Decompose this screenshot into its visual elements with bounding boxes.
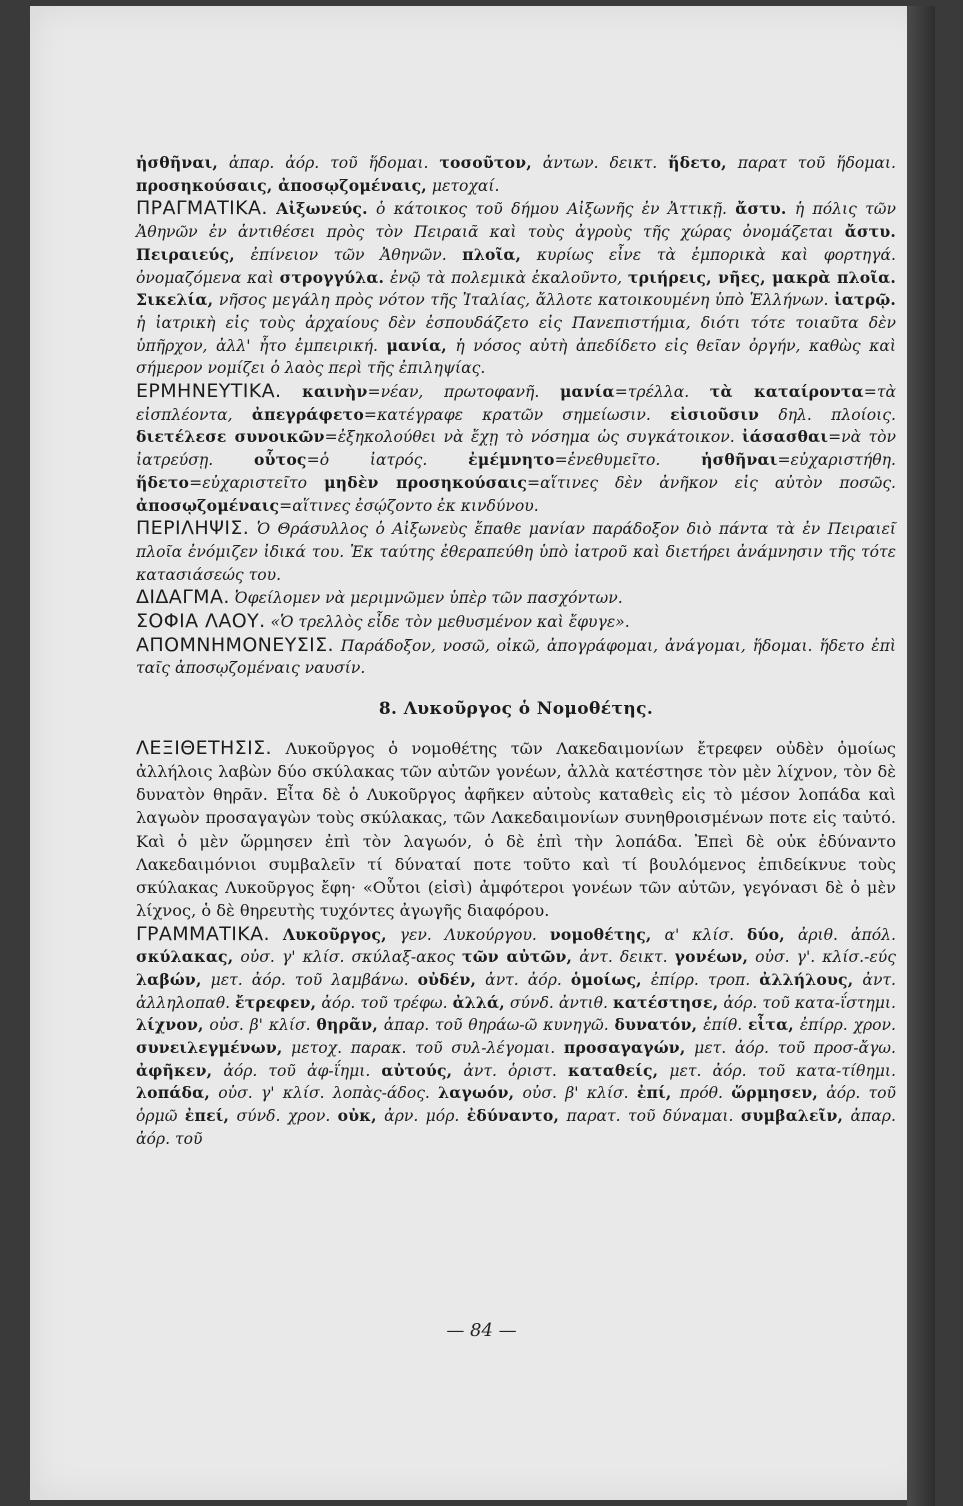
term: γονέων, bbox=[674, 947, 749, 967]
gloss: ἀόρ. τοῦ ὁρμῶ bbox=[136, 1084, 897, 1126]
paragraph-perilipsis bbox=[136, 517, 896, 586]
gloss: =ἐξηκολούθει νὰ ἔχῃ τὸ νόσημα ὡς συγκάτοικον. bbox=[324, 428, 735, 447]
section-text: Λυκοῦργος ὁ νομοθέτης τῶν Λακεδαιμονίων ἔτρεφεν οὐδὲν ὁμοίως ἀλλήλοις λαβὼν δύο σκύλακας τῶν αὐτῶν γονέων, ἀλλὰ κατέστησε τὸν μὲν λίχνον, τὸν δὲ δυνατὸν θηρᾶν. Εἶτα δὲ ὁ Λυκοῦργος ἀφῆκεν αὐτοὺς καταθεὶς εἰς τὸ μέσον λοπάδα καὶ λαγωὸν προσαγαγὼν τοὺς σκύλακας, τῶν Λακεδαιμονίων συνηθροισμένων ποτε εἰς ταὐτό. Καὶ ὁ μὲν ὥρμησεν ἐπὶ τὸν λαγωόν, ὁ δὲ ἐπὶ τὴν λοπάδα. Ἐπεὶ δὲ οὐκ ἐδύναντο Λακεδαιμόνιοι συμβαλεῖν τί δύναταί ποτε τοῦτο καὶ τί βουλόμενος ἐπιδείκνυε τοὺς σκύλακας Λυκοῦργος ἔφη· «Οὗτοι (εἰσὶ) ἀμφότεροι γονέων τῶν αὐτῶν, γεγόνασι δὲ ὁ μὲν λίχνος, ὁ δὲ θηρευτὴς τυχόντες ἀγωγῆς διαφόρου. bbox=[136, 738, 896, 921]
term: δυνατόν, bbox=[614, 1015, 698, 1035]
gloss: ὁ κάτοικος τοῦ δήμου Αἰξωνῆς ἐν Ἀττικῇ. bbox=[376, 200, 727, 219]
term: σκύλακας, bbox=[136, 947, 234, 967]
gloss: ἀντ. ὁριστ. bbox=[463, 1061, 557, 1080]
term: μανία bbox=[559, 382, 615, 402]
gloss: οὐσ. β' κλίσ. bbox=[209, 1016, 311, 1035]
gloss: οὐσ. γ' κλίσ. σκύλαξ-ακος bbox=[240, 948, 455, 967]
term: ἥδετο, bbox=[668, 153, 727, 172]
term: ἀφῆκεν, bbox=[136, 1060, 213, 1080]
term: ὥρμησεν, bbox=[731, 1083, 818, 1103]
paragraph-didagma bbox=[136, 586, 896, 610]
term: πλοῖα, bbox=[462, 244, 522, 264]
page-text bbox=[136, 152, 896, 1151]
term: τὰ καταίροντα bbox=[709, 382, 864, 402]
term: λαγωόν, bbox=[438, 1083, 515, 1103]
term: ἐδύναντο, bbox=[466, 1106, 560, 1126]
gloss: μετ. ἀόρ. τοῦ προσ-ἄγω. bbox=[694, 1039, 896, 1058]
gloss: =ὁ ἰατρός. bbox=[306, 451, 428, 470]
paragraph-ermineutika bbox=[136, 380, 896, 517]
gloss: ἀόρ. τοῦ τρέφω. bbox=[321, 993, 448, 1012]
term: λαβών, bbox=[136, 969, 202, 989]
gloss: γεν. Λυκούργου. bbox=[399, 925, 537, 944]
gloss: ἡ νόσος αὐτὴ ἀπεδίδετο εἰς θεῖαν ὀργήν, καθὼς καὶ σήμερον νομίζει ὁ λαὸς περὶ τῆς ἐπιληψίας. bbox=[136, 336, 896, 378]
term: ἄστυ. bbox=[844, 222, 896, 242]
gloss: =εὐχαριστήθη. bbox=[777, 451, 896, 470]
gloss: οὐσ. γ' κλίσ. λοπὰς-άδος. bbox=[218, 1084, 430, 1103]
paragraph-sofia-laou bbox=[136, 610, 896, 634]
page-edge bbox=[907, 6, 935, 1506]
gloss: ἀντ. ἀόρ. bbox=[485, 970, 562, 989]
gloss: ἀόρ. τοῦ ἀφ-ΐημι. bbox=[223, 1061, 371, 1080]
gloss: ἐνῷ τὰ πολεμικὰ ἐκαλοῦντο, bbox=[389, 268, 623, 287]
gloss: ἐπίρρ. τροπ. bbox=[650, 970, 751, 989]
gloss: παρατ. τοῦ δύναμαι. bbox=[566, 1107, 734, 1126]
term: Πειραιεύς, bbox=[136, 244, 235, 264]
gloss: πρόθ. bbox=[679, 1084, 723, 1103]
gloss: ἀντ. ἀλληλοπαθ. bbox=[136, 970, 897, 1012]
paragraph-ergasia-end bbox=[136, 152, 896, 197]
term: Σικελία, bbox=[136, 290, 214, 310]
term: ἀπεγράφετο bbox=[251, 404, 364, 424]
gloss: ἀόρ. τοῦ κατα-ΐστημι. bbox=[723, 993, 896, 1012]
section-heading: ΓΡΑΜΜΑΤΙΚΑ. bbox=[136, 922, 270, 945]
term: οὗτος bbox=[254, 450, 307, 470]
gloss: =αἵτινες ἐσῴζοντο ἐκ κινδύνου. bbox=[279, 496, 539, 515]
term: διετέλεσε συνοικῶν bbox=[136, 427, 325, 447]
gloss: ἡ πόλις τῶν Ἀθηνῶν ἐν ἀντιθέσει πρὸς τὸν Πειραιᾶ καὶ τοὺς ἀγροὺς τῆς χώρας ὀνομάζεται bbox=[136, 200, 896, 242]
gloss: σύνδ. ἀντιθ. bbox=[509, 993, 608, 1012]
term: ἡσθῆναι, bbox=[136, 153, 218, 172]
term: αὐτούς, bbox=[381, 1060, 453, 1080]
section-heading: ΛΕΞΙΘΕΤΗΣΙΣ. bbox=[136, 736, 272, 759]
term: τῶν αὐτῶν, bbox=[462, 947, 573, 967]
term: νομοθέτης, bbox=[549, 924, 652, 944]
gloss: μετ. ἀόρ. τοῦ λαμβάνω. bbox=[210, 970, 409, 989]
term: ἀλλήλους, bbox=[759, 969, 854, 989]
gloss: μετ. ἀόρ. τοῦ κατα-τίθημι. bbox=[669, 1061, 896, 1080]
gloss: =τὰ εἰσπλέοντα, bbox=[136, 383, 896, 424]
section-text: Ὁ Θράσυλλος ὁ Αἰξωνεὺς ἔπαθε μανίαν παράδοξον διὸ πάντα τὰ ἐν Πειραιεῖ πλοῖα ἐνόμιζεν ἰδικά του. Ἐκ ταύτης ἐθεραπεύθη ὑπὸ ἰατροῦ καὶ διετήρει ἀνάμνησιν τῆς τότε κατασιάσεώς του. bbox=[136, 520, 896, 584]
gloss: μετοχ. παρακ. τοῦ συλ-λέγομαι. bbox=[291, 1039, 556, 1058]
gloss: ἀπαρ. ἀόρ. τοῦ bbox=[136, 1107, 896, 1148]
term: ἐπεί, bbox=[184, 1106, 230, 1126]
gloss: =αἵτινες δὲν ἀνῆκον εἰς αὐτὸν ποσῶς. bbox=[527, 473, 897, 492]
gloss: ἐπίρρ. χρον. bbox=[799, 1016, 896, 1035]
gloss: οὐσ. γ'. κλίσ.-εύς bbox=[755, 948, 896, 967]
gloss: =ἐνεθυμεῖτο. bbox=[554, 451, 661, 470]
gloss: ἐπίνειον τῶν Ἀθηνῶν. bbox=[250, 245, 447, 264]
gloss: κυρίως εἶνε τὰ ἐμπορικὰ καὶ φορτηγά. ὀνομαζόμενα καὶ bbox=[136, 245, 896, 287]
term: τριήρεις, νῆες, μακρὰ πλοῖα. bbox=[627, 267, 896, 287]
term: συμβαλεῖν, bbox=[740, 1106, 844, 1126]
gloss: ἐπίθ. bbox=[703, 1016, 743, 1035]
term: οὐκ, bbox=[337, 1106, 377, 1126]
term: Λυκοῦργος, bbox=[282, 924, 387, 944]
paragraph-grammatika bbox=[136, 923, 896, 1151]
gloss: =νὰ τὸν ἰατρεύσῃ. bbox=[136, 428, 896, 470]
term: ἰατρῷ. bbox=[834, 290, 896, 310]
term: ἔτρεφεν, bbox=[235, 992, 317, 1012]
gloss: ἀντ. δεικτ. bbox=[579, 948, 668, 967]
gloss: οὐσ. β' κλίσ. bbox=[522, 1084, 629, 1103]
gloss: δηλ. πλοίοις. bbox=[778, 405, 896, 424]
gloss: ἡ ἰατρικὴ εἰς τοὺς ἀρχαίους δὲν ἐσπουδάζετο εἰς Πανεπιστήμια, διότι τότε τοιαῦτα δὲν ὑπῆρχον, ἀλλ' ἦτο ἐμπειρική. bbox=[136, 313, 896, 355]
gloss: =νέαν, πρωτοφανῆ. bbox=[367, 383, 540, 402]
section-heading: ΕΡΜΗΝΕΥΤΙΚΑ. bbox=[136, 380, 282, 403]
paragraph-pragmatika bbox=[136, 197, 896, 380]
term: μηδὲν προσηκούσαις bbox=[324, 472, 528, 492]
term: οὐδέν, bbox=[417, 969, 477, 989]
gloss: =εὐχαριστεῖτο bbox=[189, 473, 308, 492]
term: καινὴν bbox=[302, 382, 368, 402]
term: ἡσθῆναι bbox=[701, 450, 778, 470]
section-heading: ΔΙΔΑΓΜΑ. bbox=[136, 586, 230, 609]
gloss: ἀριθ. ἀπόλ. bbox=[797, 925, 896, 944]
section-text: Παράδοξον, νοσῶ, οἰκῶ, ἀπογράφομαι, ἀνάγομαι, ἥδομαι. ἥδετο ἐπὶ ταῖς ἀποσῳζομέναις ναυσίν. bbox=[136, 636, 896, 678]
paragraph-lexithetisis bbox=[136, 737, 896, 923]
gloss: παρατ τοῦ ἥδομαι. bbox=[737, 154, 896, 172]
term: ἐμέμνητο bbox=[468, 450, 555, 470]
section-text: «Ὁ τρελλὸς εἶδε τὸν μεθυσμένον καὶ ἔφυγε». bbox=[270, 613, 630, 632]
term: στρογγύλα. bbox=[279, 267, 385, 287]
gloss: ἀπαρ. ἀόρ. τοῦ ἥδομαι. bbox=[228, 154, 429, 172]
gloss: ἀρν. μόρ. bbox=[384, 1107, 460, 1126]
gloss: =τρέλλα. bbox=[614, 383, 690, 402]
term: ἄστυ. bbox=[735, 199, 787, 219]
gloss: =κατέγραφε κρατῶν σημείωσιν. bbox=[363, 405, 651, 424]
term: ἀλλά, bbox=[452, 992, 505, 1012]
term: κατέστησε, bbox=[612, 992, 719, 1012]
term: λοπάδα, bbox=[136, 1083, 210, 1103]
term: μανία, bbox=[386, 335, 447, 355]
term: ὁμοίως, bbox=[570, 969, 642, 989]
term: ἥδετο bbox=[136, 472, 190, 492]
gloss: ἀντων. δεικτ. bbox=[542, 154, 658, 172]
gloss: μετοχαί. bbox=[431, 176, 500, 195]
section-heading: ΠΡΑΓΜΑΤΙΚΑ. bbox=[136, 197, 268, 220]
term: ἐπί, bbox=[636, 1083, 672, 1103]
term: ἰάσασθαι bbox=[742, 427, 829, 447]
section-heading: ΠΕΡΙΛΗΨΙΣ. bbox=[136, 517, 250, 540]
term: εἰσιοῦσιν bbox=[670, 404, 760, 424]
paragraph-apomnimoneusis bbox=[136, 634, 896, 680]
term: Αἰξωνεύς. bbox=[276, 199, 368, 219]
term: προσαγαγών, bbox=[563, 1038, 686, 1058]
term: θηρᾶν, bbox=[316, 1015, 378, 1035]
section-heading: ΑΠΟΜΝΗΜΟΝΕΥΣΙΣ. bbox=[136, 633, 334, 656]
gloss: ἀπαρ. τοῦ θηράω-ῶ κυνηγῶ. bbox=[383, 1016, 609, 1035]
term: ἀποσῳζομέναις bbox=[136, 495, 280, 515]
gloss: σύνδ. χρον. bbox=[236, 1107, 331, 1126]
gloss: νῆσος μεγάλη πρὸς νότον τῆς Ἰταλίας, ἄλλοτε κατοικουμένη ὑπὸ Ἑλλήνων. bbox=[218, 291, 829, 310]
term: εἶτα, bbox=[747, 1015, 794, 1035]
term: καταθείς, bbox=[567, 1060, 659, 1080]
gloss: α' κλίσ. bbox=[664, 925, 735, 944]
term: τοσοῦτον, bbox=[439, 153, 532, 172]
term: δύο, bbox=[747, 924, 785, 944]
term: λίχνον, bbox=[136, 1015, 204, 1035]
section-heading: ΣΟΦΙΑ ΛΑΟΥ. bbox=[136, 610, 266, 633]
section-text: Ὀφείλομεν νὰ μεριμνῶμεν ὑπὲρ τῶν πασχόντων. bbox=[234, 589, 623, 608]
chapter-title: 8. Λυκοῦργος ὁ Νομοθέτης. bbox=[378, 699, 654, 720]
page-number: — 84 — bbox=[446, 1320, 517, 1341]
term: συνειλεγμένων, bbox=[136, 1038, 283, 1058]
term: προσηκούσαις, ἀποσῳζομέναις, bbox=[136, 175, 427, 195]
